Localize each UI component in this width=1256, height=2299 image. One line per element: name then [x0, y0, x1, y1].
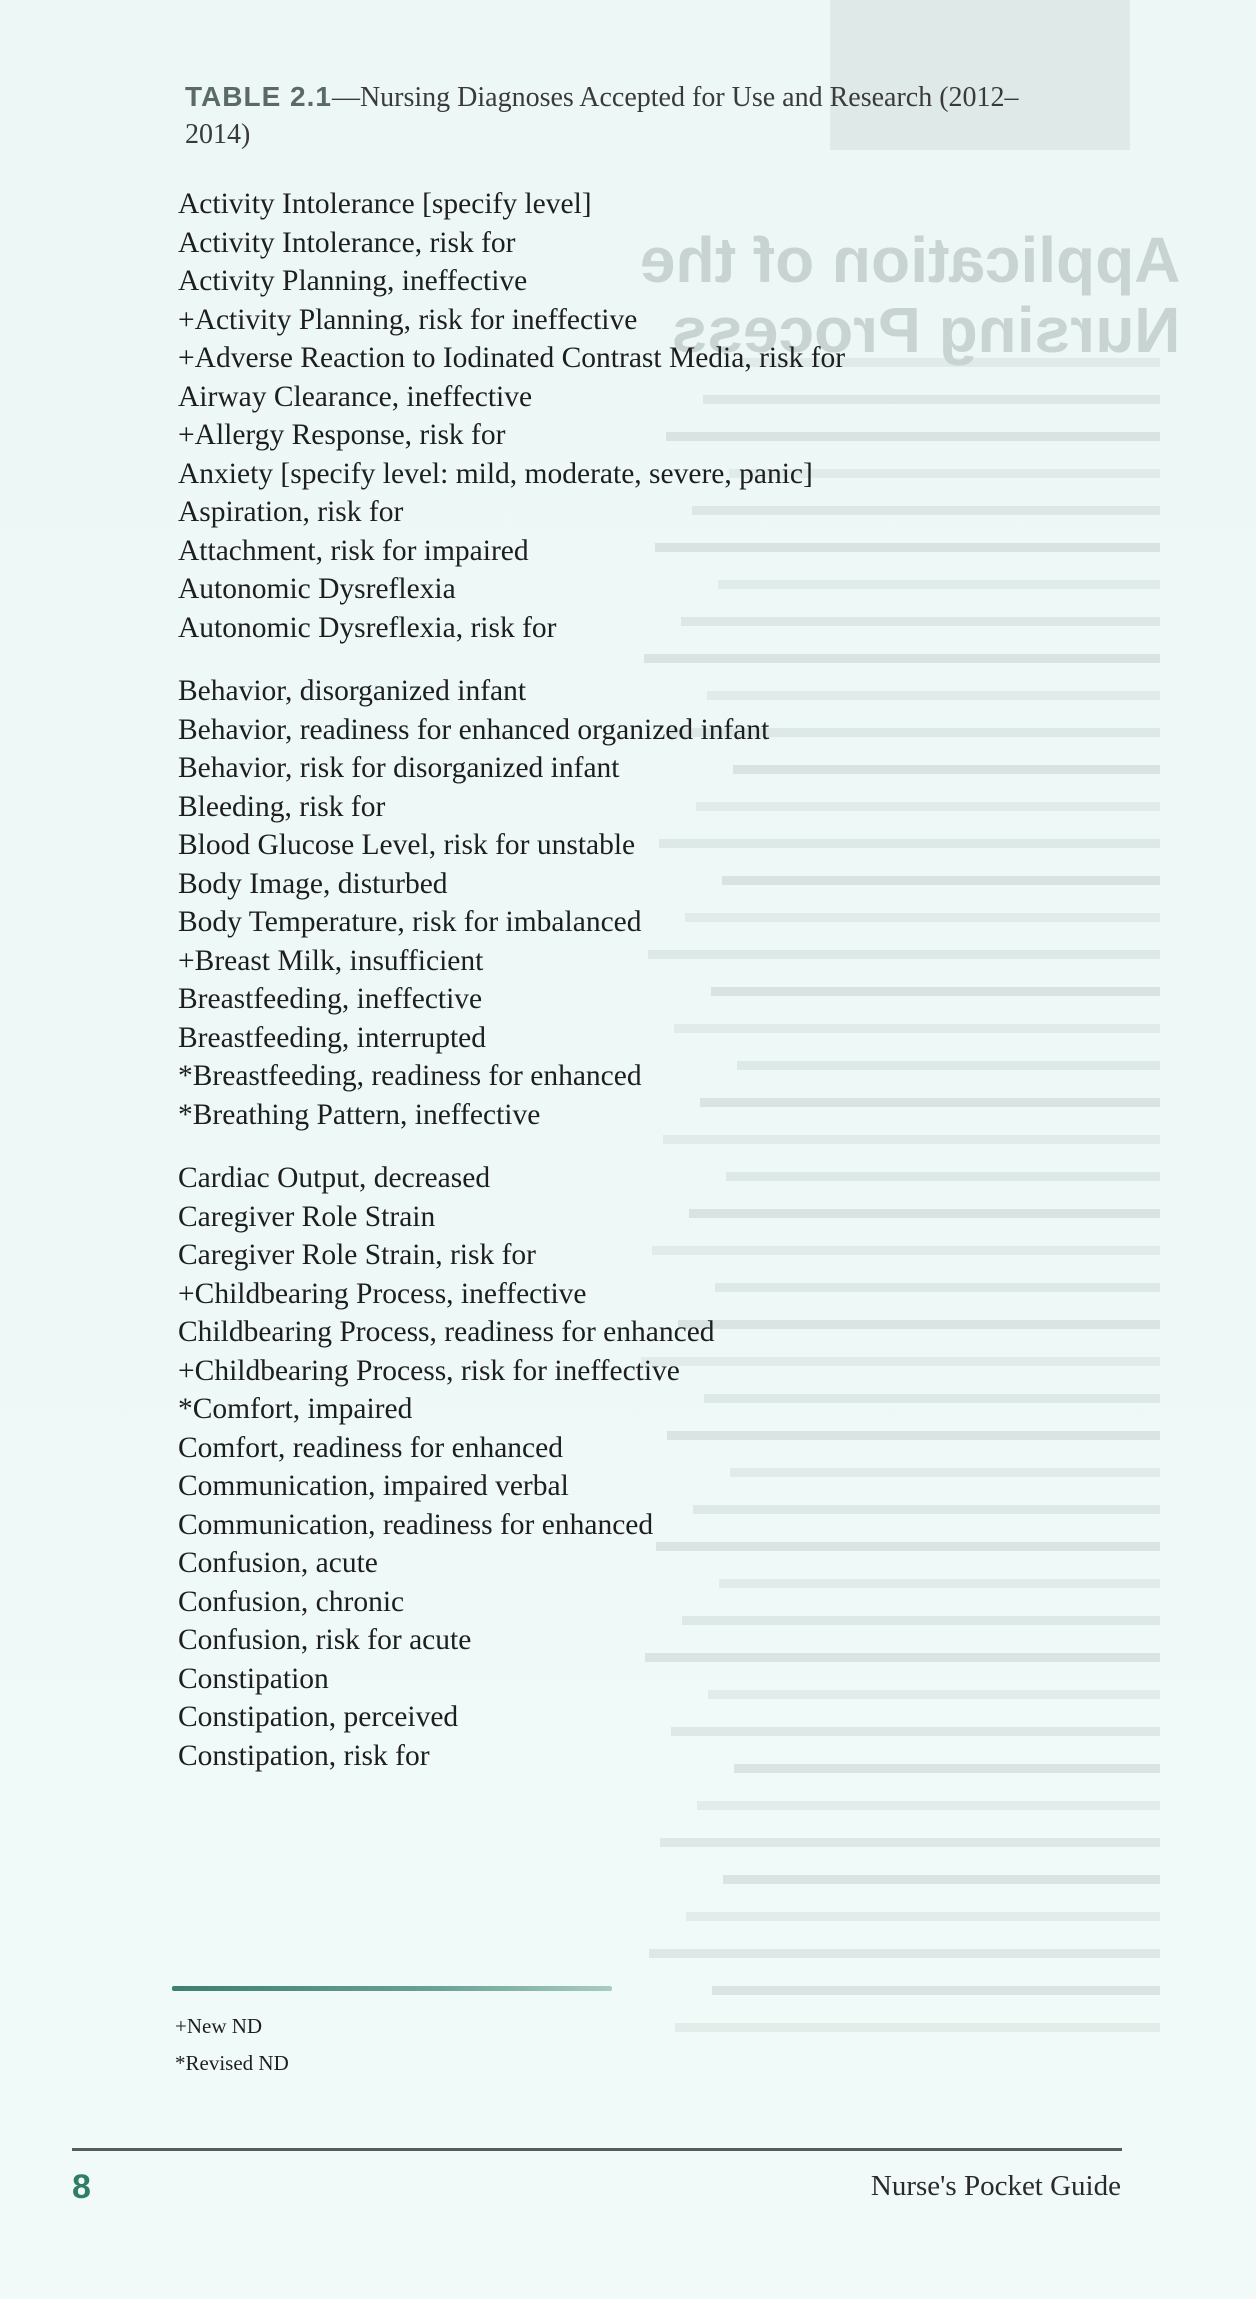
diagnosis-text: Childbearing Process, ineffective — [194, 1277, 587, 1310]
diagnosis-item — [178, 903, 1078, 942]
asterisk-marker-icon: * — [175, 2051, 186, 2075]
diagnosis-item — [178, 942, 1078, 981]
diagnosis-item — [178, 532, 1078, 571]
plus-marker-icon: + — [178, 1354, 195, 1387]
diagnosis-text: Confusion, chronic — [178, 1585, 405, 1618]
show-through-line — [649, 1921, 1160, 1958]
diagnosis-item — [178, 493, 1078, 532]
diagnosis-item — [178, 339, 1078, 378]
diagnosis-item — [178, 1698, 1078, 1737]
plus-marker-icon: + — [178, 419, 195, 451]
show-through-line — [697, 1773, 1160, 1810]
diagnosis-item — [178, 455, 1078, 494]
diagnosis-text: Body Image, disturbed — [178, 867, 448, 900]
diagnosis-text: Constipation, perceived — [178, 1701, 459, 1733]
diagnosis-item — [178, 1390, 1078, 1429]
diagnosis-text: Allergy Response, risk for — [194, 419, 506, 451]
table-title-separator: — — [331, 82, 360, 113]
diagnosis-text: Communication, readiness for enhanced — [178, 1508, 654, 1541]
footnote-revised: *Revised ND — [175, 2051, 289, 2075]
show-through-heading: Application of the Nursing Process — [640, 224, 1181, 366]
asterisk-marker-icon: * — [178, 1393, 193, 1425]
diagnosis-item — [178, 1506, 1078, 1545]
diagnosis-item — [178, 1159, 1078, 1198]
diagnosis-text: Behavior, risk for disorganized infant — [178, 752, 620, 784]
diagnosis-text: Activity Planning, ineffective — [178, 265, 528, 297]
diagnosis-item — [178, 788, 1078, 827]
diagnosis-item — [178, 609, 1078, 648]
diagnosis-item — [178, 1544, 1078, 1583]
diagnosis-item — [178, 301, 1078, 340]
diagnosis-item — [178, 826, 1078, 865]
diagnosis-item — [178, 1313, 1078, 1352]
diagnosis-text: Childbearing Process, risk for ineffective — [194, 1354, 680, 1387]
diagnosis-item — [178, 416, 1078, 455]
diagnosis-item — [178, 1275, 1078, 1314]
diagnosis-text: Behavior, disorganized infant — [178, 675, 527, 707]
asterisk-marker-icon: * — [178, 1098, 193, 1131]
plus-marker-icon: + — [178, 1277, 195, 1310]
diagnosis-item — [178, 1096, 1078, 1135]
diagnosis-item — [178, 1467, 1078, 1506]
diagnosis-item — [178, 1660, 1078, 1699]
section-gap — [178, 1134, 1078, 1159]
diagnosis-text: Blood Glucose Level, risk for unstable — [178, 829, 636, 861]
show-through-line — [712, 1958, 1160, 1995]
diagnosis-text: Breastfeeding, ineffective — [178, 983, 483, 1015]
diagnosis-item — [178, 185, 1078, 224]
diagnosis-item — [178, 378, 1078, 417]
show-through-line — [686, 1884, 1160, 1921]
plus-marker-icon: + — [178, 303, 195, 336]
diagnosis-text: Confusion, risk for acute — [178, 1624, 472, 1656]
diagnosis-text: Breathing Pattern, ineffective — [192, 1098, 541, 1131]
diagnosis-text: Activity Intolerance [specify level] — [178, 188, 592, 220]
asterisk-marker-icon: * — [178, 1060, 193, 1092]
diagnosis-item — [178, 1019, 1078, 1058]
diagnosis-item — [178, 980, 1078, 1019]
diagnosis-list — [178, 185, 1078, 1775]
show-through-line — [675, 1995, 1160, 2032]
diagnosis-text: Communication, impaired verbal — [178, 1470, 569, 1502]
footnote-divider — [172, 1986, 612, 1991]
diagnosis-item — [178, 1236, 1078, 1275]
diagnosis-item — [178, 1198, 1078, 1237]
diagnosis-text: Body Temperature, risk for imbalanced — [178, 906, 642, 938]
table-label: TABLE 2.1 — [185, 81, 332, 112]
diagnosis-item — [178, 224, 1078, 263]
diagnosis-text: Attachment, risk for impaired — [178, 534, 529, 567]
diagnosis-text: Activity Planning, risk for ineffective — [194, 303, 638, 336]
diagnosis-item — [178, 749, 1078, 788]
diagnosis-text: Caregiver Role Strain, risk for — [178, 1239, 537, 1271]
footnote-new: +New ND — [175, 2014, 263, 2038]
table-title: Nursing Diagnoses Accepted for Use and Research (2012–2014) — [185, 82, 1019, 150]
diagnosis-text: Breastfeeding, readiness for enhanced — [192, 1060, 642, 1092]
diagnosis-text: Bleeding, risk for — [178, 790, 386, 823]
diagnosis-text: Anxiety [specify level: mild, moderate, severe, panic] — [178, 457, 813, 490]
diagnosis-text: Confusion, acute — [178, 1547, 378, 1579]
diagnosis-text: Autonomic Dysreflexia, risk for — [178, 611, 557, 644]
diagnosis-text: Comfort, impaired — [192, 1393, 413, 1425]
diagnosis-text: Autonomic Dysreflexia — [178, 573, 456, 605]
diagnosis-text: Cardiac Output, decreased — [178, 1162, 491, 1194]
diagnosis-text: Activity Intolerance, risk for — [178, 226, 516, 259]
diagnosis-item — [178, 672, 1078, 711]
running-title: Nurse's Pocket Guide — [870, 2170, 1121, 2202]
diagnosis-text: Behavior, readiness for enhanced organized infant — [178, 713, 770, 746]
diagnosis-item — [178, 1429, 1078, 1468]
page-number: 8 — [72, 2168, 91, 2206]
diagnosis-item — [178, 262, 1078, 301]
diagnosis-text: Breast Milk, insufficient — [194, 944, 484, 977]
diagnosis-text: Constipation — [178, 1662, 329, 1695]
diagnosis-text: Childbearing Process, readiness for enhanced — [178, 1316, 715, 1348]
diagnosis-item — [178, 1583, 1078, 1622]
diagnosis-text: Aspiration, risk for — [178, 496, 404, 528]
diagnosis-item — [178, 711, 1078, 750]
diagnosis-text: Adverse Reaction to Iodinated Contrast Media, risk for — [194, 342, 846, 374]
table-caption — [185, 78, 1065, 153]
diagnosis-text: Constipation, risk for — [178, 1739, 430, 1772]
plus-marker-icon: + — [178, 342, 195, 374]
plus-marker-icon: + — [175, 2014, 187, 2038]
section-gap — [178, 647, 1078, 672]
diagnosis-text: Caregiver Role Strain — [178, 1200, 436, 1233]
plus-marker-icon: + — [178, 944, 195, 977]
diagnosis-item — [178, 865, 1078, 904]
diagnosis-item — [178, 1352, 1078, 1391]
footnotes — [175, 2008, 289, 2082]
diagnosis-item — [178, 1621, 1078, 1660]
diagnosis-text: Comfort, readiness for enhanced — [178, 1431, 563, 1464]
diagnosis-item — [178, 1057, 1078, 1096]
diagnosis-item — [178, 1737, 1078, 1776]
show-through-line — [660, 1810, 1160, 1847]
diagnosis-item — [178, 570, 1078, 609]
diagnosis-text: Breastfeeding, interrupted — [178, 1021, 486, 1054]
show-through-line — [723, 1847, 1160, 1884]
diagnosis-text: Airway Clearance, ineffective — [178, 380, 533, 413]
footer-divider — [72, 2148, 1122, 2151]
